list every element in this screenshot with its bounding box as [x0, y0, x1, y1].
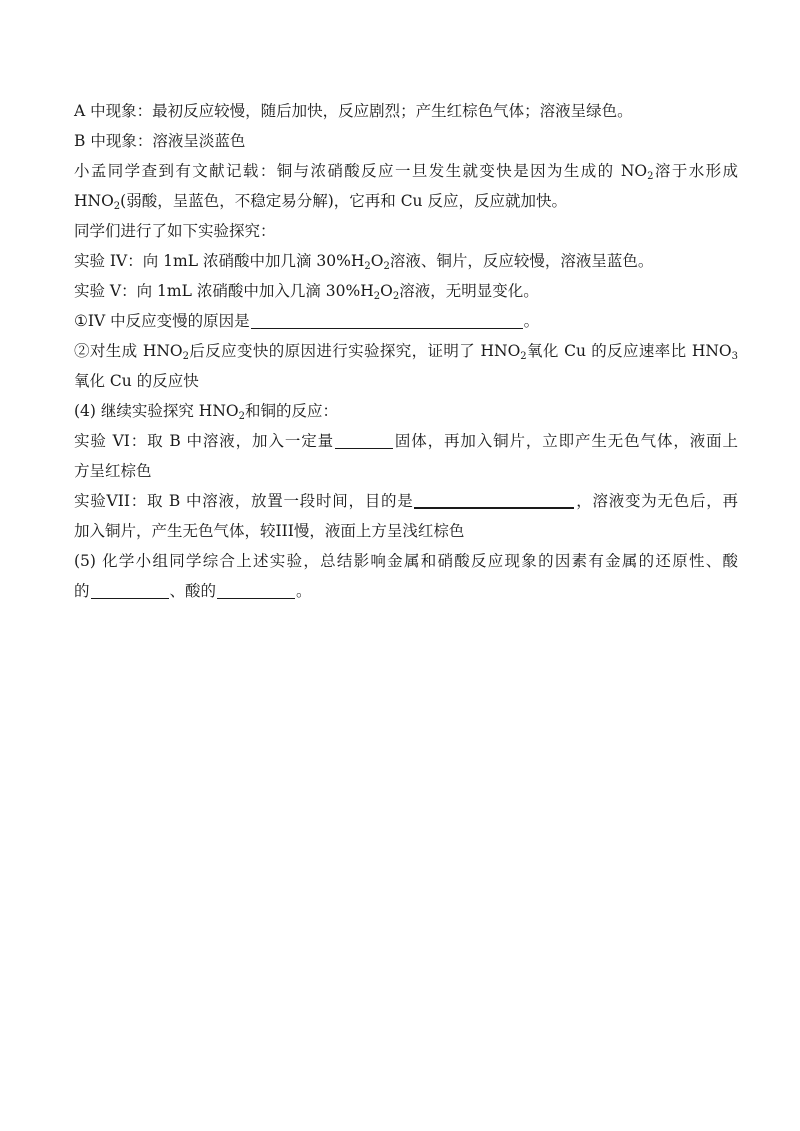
answer-blank-2[interactable]	[335, 430, 393, 449]
experiment-vi-line-2: 方呈红棕色	[74, 462, 152, 480]
experiment-vi-line-1: 实验 VI：取 B 中溶液，加入一定量 固体，再加入铜片，立即产生无色气体，液面上	[74, 432, 738, 450]
experiment-iv: 实验 IV：向 1mL 浓硝酸中加几滴 $30\%H_2O_2$溶液、铜片，反应较慢，溶液呈蓝色。	[74, 252, 654, 272]
answer-blank-3[interactable]	[414, 489, 574, 509]
literature-line-1: 小孟同学查到有文献记载：铜与浓硝酸反应一旦发生就变快是因为生成的 $NO_2$溶于水形成	[74, 162, 738, 182]
experiment-vii-line-1: 实验VII：取 B 中溶液，放置一段时间，目的是 ，溶液变为无色后，再	[74, 486, 738, 516]
section-4-heading: (4) 继续实验探究 $HNO_2$和铜的反应：	[74, 402, 338, 422]
question-2-line-1: ②对生成 $HNO_2$后反应变快的原因进行实验探究，证明了 $HNO_2$氧化 Cu 的反应速率比 $HNO_3$	[74, 342, 738, 362]
phenomenon-a: A 中现象：最初反应较慢，随后加快，反应剧烈；产生红棕色气体；溶液呈绿色。	[74, 102, 633, 120]
question-2-line-2: 氧化 Cu 的反应快	[74, 372, 199, 390]
question-text	[74, 96, 738, 606]
question-1: ①IV 中反应变慢的原因是 。	[74, 312, 540, 330]
section-5-line-2: 的 、酸的 。	[74, 582, 312, 600]
literature-line-2: $HNO_2$(弱酸，呈蓝色，不稳定易分解)，它再和 Cu 反应，反应就加快。	[74, 192, 567, 212]
section-5-line-1: (5) 化学小组同学综合上述实验，总结影响金属和硝酸反应现象的因素有金属的还原性、酸	[74, 552, 738, 570]
answer-blank-1[interactable]	[251, 310, 523, 329]
answer-blank-5[interactable]	[217, 580, 295, 599]
experiment-v: 实验 V：向 1mL 浓硝酸中加入几滴 $30\%H_2O_2$溶液，无明显变化。	[74, 282, 539, 302]
experiment-intro: 同学们进行了如下实验探究：	[74, 222, 276, 240]
phenomenon-b: B 中现象：溶液呈淡蓝色	[74, 132, 246, 150]
experiment-vii-line-2: 加入铜片，产生无色气体，较III慢，液面上方呈浅红棕色	[74, 522, 465, 540]
answer-blank-4[interactable]	[91, 580, 169, 599]
